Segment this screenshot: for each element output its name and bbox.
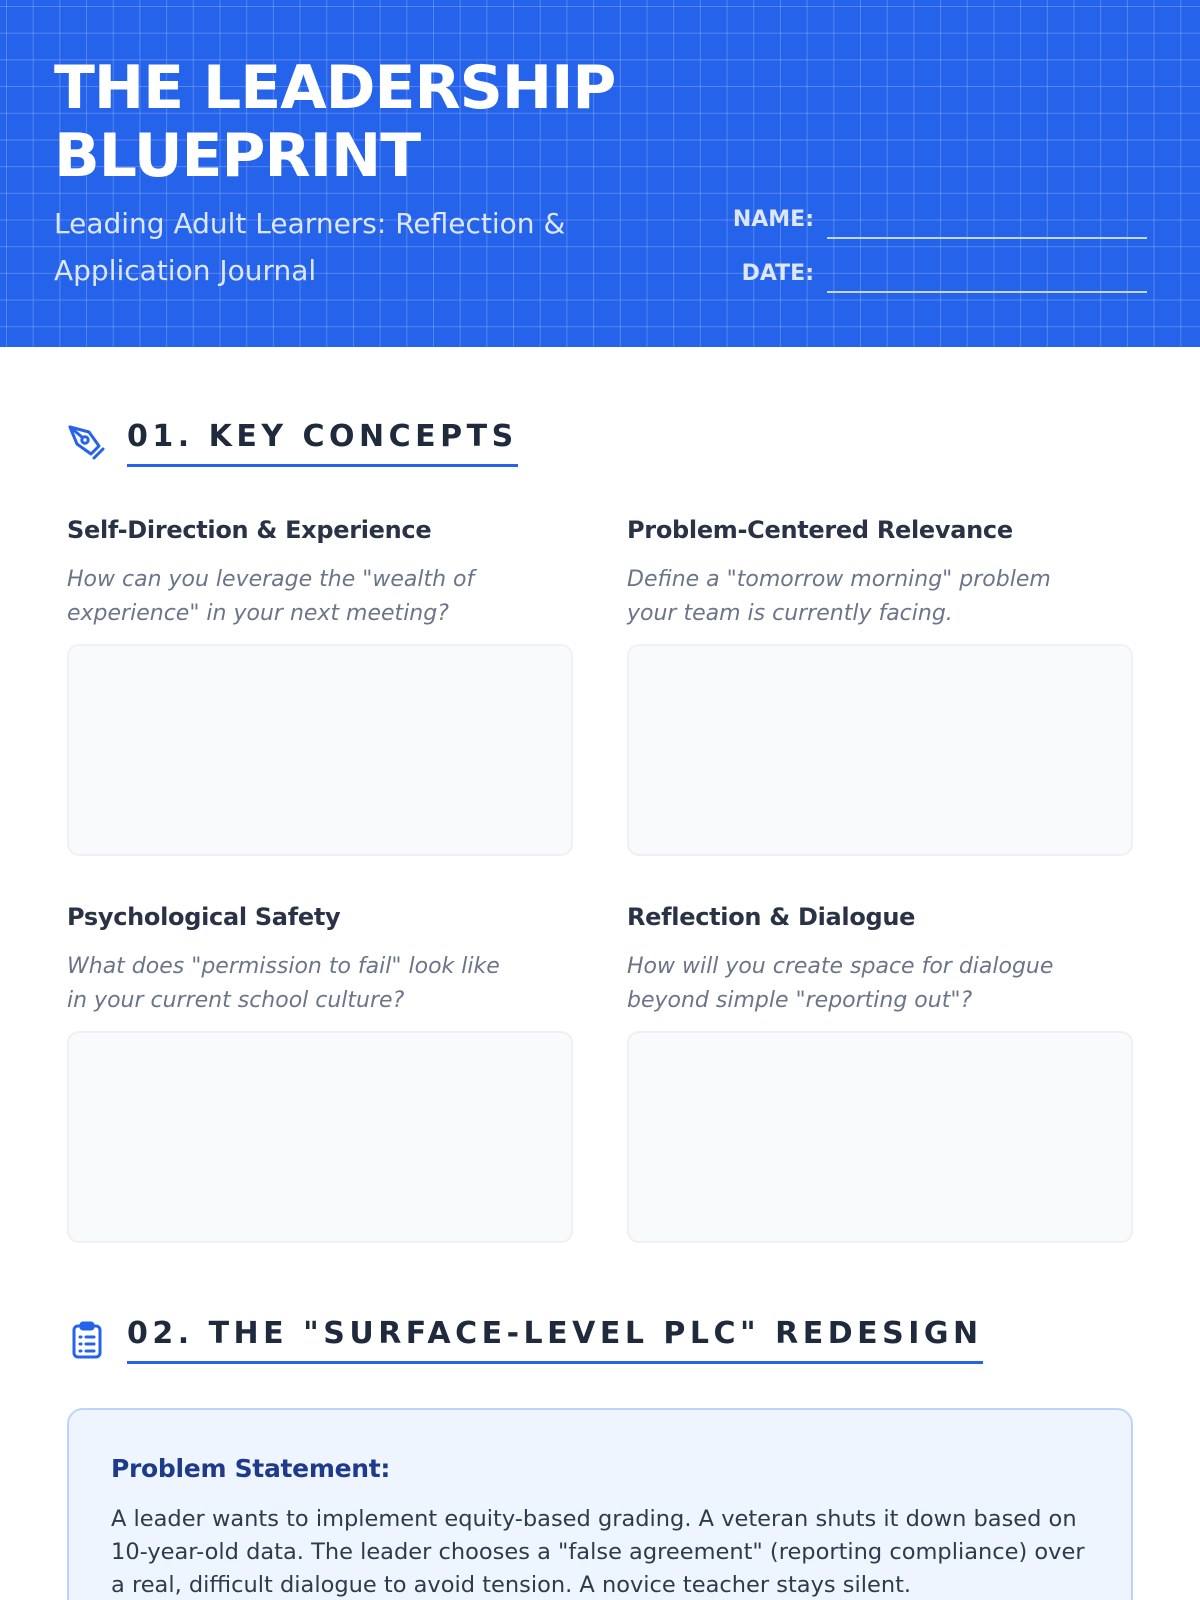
name-label: NAME: [732, 207, 814, 232]
concept-prompt: How will you create space for dialogue beyond simple "reporting out"? [627, 954, 1054, 1013]
concept-card [627, 901, 1133, 1018]
title-line-2: BLUEPRINT [54, 121, 421, 191]
concept-card [67, 514, 573, 631]
problem-statement-box [67, 1408, 1133, 1600]
concept-card [67, 901, 573, 1018]
concept-title: Psychological Safety [67, 903, 341, 931]
answer-box-psychological-safety[interactable] [67, 1031, 573, 1243]
concept-card [627, 514, 1133, 631]
title-line-1: THE LEADERSHIP [54, 53, 616, 123]
answer-box-self-direction[interactable] [67, 644, 573, 856]
header-banner [0, 0, 1200, 347]
answer-box-problem-centered[interactable] [627, 644, 1133, 856]
concept-prompt: Define a "tomorrow morning" problem your team is currently facing. [627, 567, 1051, 626]
name-field[interactable] [827, 237, 1147, 239]
section-heading-plc-redesign: 02. THE "SURFACE-LEVEL PLC" REDESIGN [127, 1316, 983, 1364]
concept-prompt: What does "permission to fail" look like in your current school culture? [67, 954, 500, 1013]
concept-title: Problem-Centered Relevance [627, 516, 1013, 544]
concept-prompt: How can you leverage the "wealth of experience" in your next meeting? [67, 567, 475, 626]
clipboard-list-icon [67, 1320, 107, 1360]
page-subtitle: Leading Adult Learners: Reflection & Application Journal [54, 207, 566, 287]
concept-title: Self-Direction & Experience [67, 516, 432, 544]
concept-title: Reflection & Dialogue [627, 903, 916, 931]
pen-nib-icon [67, 422, 107, 462]
date-label: DATE: [741, 261, 814, 286]
date-field[interactable] [827, 291, 1147, 293]
section-heading-key-concepts: 01. KEY CONCEPTS [127, 419, 518, 467]
page-title [54, 54, 694, 190]
answer-box-reflection-dialogue[interactable] [627, 1031, 1133, 1243]
problem-statement-text: A leader wants to implement equity-based grading. A veteran shuts it down based on 10-year-old data. The leader chooses a "false agreement" (reporting compliance) over a real, difficult dialogue to avoid tension. A novice teacher stays silent. [111, 1506, 1085, 1598]
problem-statement-label: Problem Statement: [111, 1454, 391, 1483]
